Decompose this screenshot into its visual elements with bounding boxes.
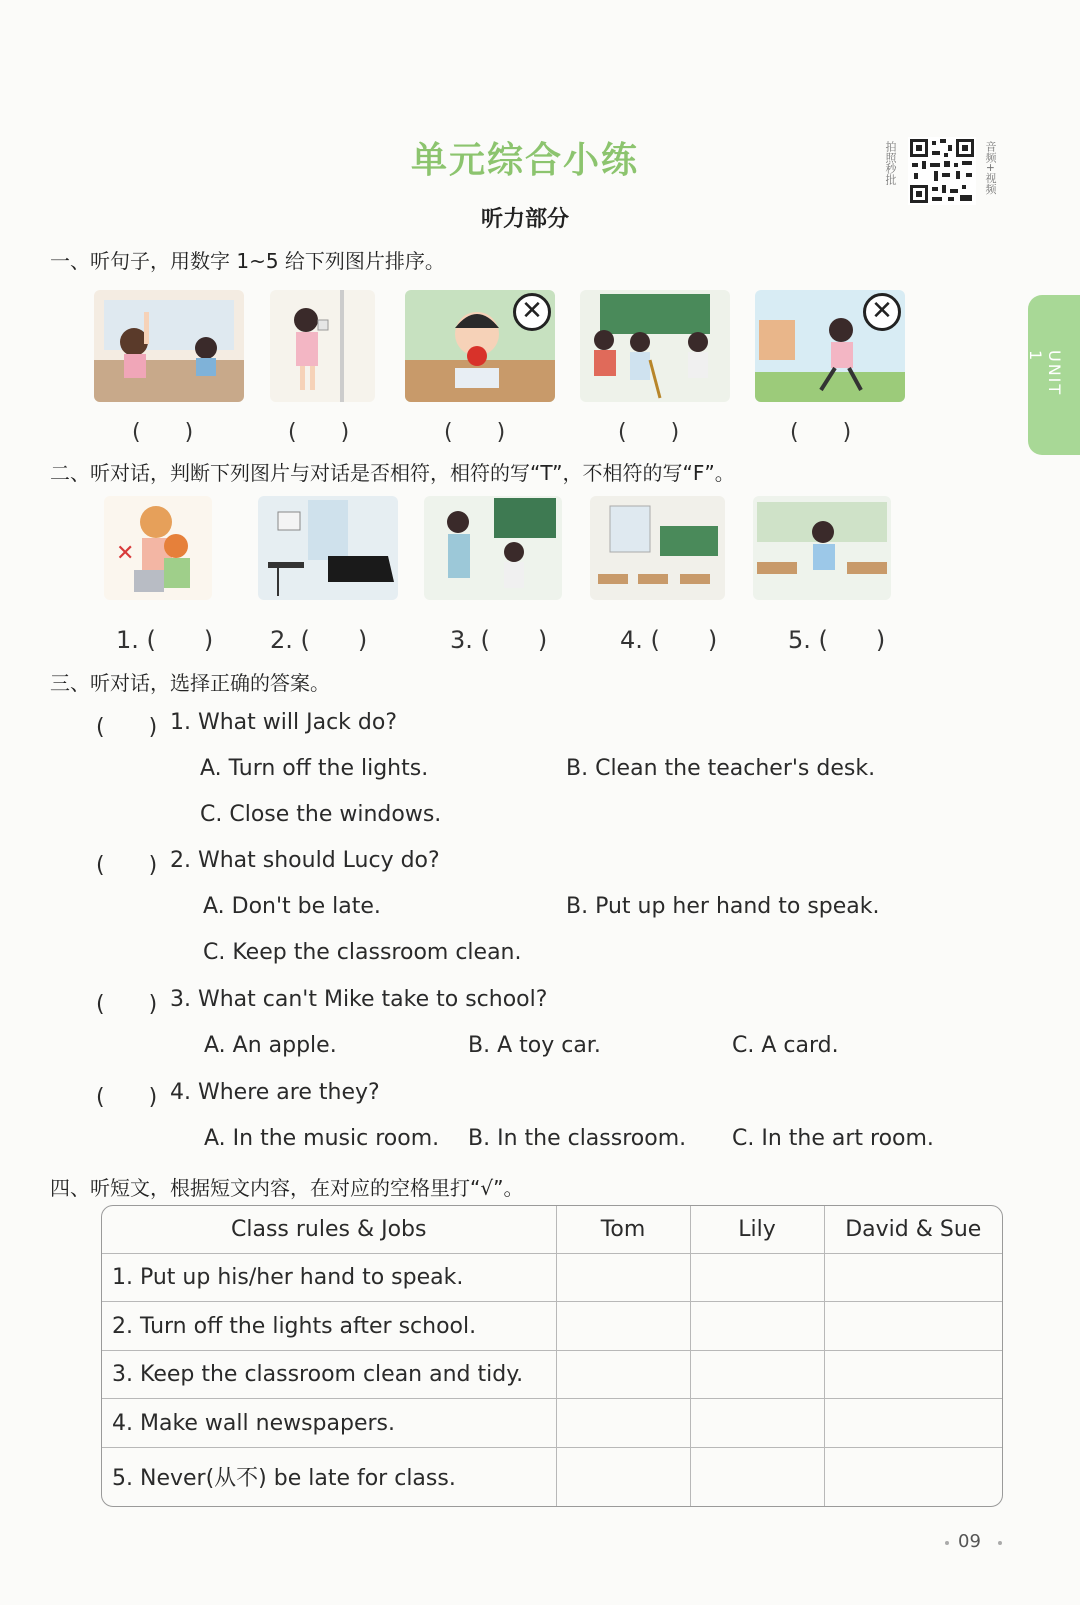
check-cell[interactable] <box>690 1399 824 1447</box>
picture-4-children-cleaning <box>580 290 730 402</box>
answer-blank-1[interactable]: ( ) <box>132 420 194 445</box>
answer-blank-3[interactable]: ( ) <box>444 420 506 445</box>
part2-heading: 二、听对话，判断下列图片与对话是否相符，相符的写“T”，不相符的写“F”。 <box>50 461 735 485</box>
section-subtitle: 听力部分 <box>480 207 569 232</box>
table-header-row <box>102 1206 1002 1254</box>
picture-empty-classroom <box>590 496 725 600</box>
check-cell[interactable] <box>824 1447 1002 1506</box>
check-cell[interactable] <box>690 1254 824 1302</box>
q4-option-a: A. In the music room. <box>204 1126 440 1151</box>
check-cell[interactable] <box>690 1350 824 1398</box>
qr-right-text: 音频+视频 <box>984 141 997 195</box>
q4-text: 4. Where are they? <box>170 1080 380 1105</box>
svg-text:✕: ✕ <box>116 541 135 566</box>
picture-3-boy-eating-apple <box>405 290 555 402</box>
qr-left-label <box>884 141 898 185</box>
q2-text: 2. What should Lucy do? <box>170 848 440 873</box>
row-label: 3. Keep the classroom clean and tidy. <box>102 1350 556 1398</box>
table-row <box>102 1399 1002 1447</box>
part4-heading: 四、听短文，根据短文内容，在对应的空格里打“√”。 <box>50 1176 524 1200</box>
check-cell[interactable] <box>556 1350 690 1398</box>
qr-code-icon[interactable] <box>908 137 976 205</box>
tf-blank-1[interactable]: 1. ( ) <box>116 626 214 654</box>
answer-blank-2[interactable]: ( ) <box>288 420 350 445</box>
picture-teacher-and-student <box>424 496 562 600</box>
answer-blank-5[interactable]: ( ) <box>790 420 852 445</box>
check-cell[interactable] <box>690 1447 824 1506</box>
table-row <box>102 1302 1002 1350</box>
tf-blank-3[interactable]: 3. ( ) <box>450 626 548 654</box>
check-cell[interactable] <box>556 1254 690 1302</box>
q1-option-b: B. Clean the teacher's desk. <box>566 756 876 781</box>
row-label: 5. Never(从不) be late for class. <box>102 1447 556 1506</box>
column-header: Lily <box>690 1206 824 1254</box>
page-number-dot <box>945 1541 949 1545</box>
q4-option-c: C. In the art room. <box>732 1126 934 1151</box>
check-cell[interactable] <box>824 1302 1002 1350</box>
q1-bracket[interactable]: ( ) <box>96 715 158 740</box>
unit-side-tab <box>1028 295 1080 455</box>
q1-option-c: C. Close the windows. <box>200 802 442 827</box>
part3-heading: 三、听对话，选择正确的答案。 <box>50 671 330 695</box>
q3-option-c: C. A card. <box>732 1033 839 1058</box>
qr-code-block[interactable] <box>884 135 1004 215</box>
check-cell[interactable] <box>556 1302 690 1350</box>
check-cell[interactable] <box>824 1350 1002 1398</box>
q3-text: 3. What can't Mike take to school? <box>170 987 548 1012</box>
tf-blank-5[interactable]: 5. ( ) <box>788 626 886 654</box>
part1-heading: 一、听句子，用数字 1~5 给下列图片排序。 <box>50 249 445 273</box>
tf-blank-2[interactable]: 2. ( ) <box>270 626 368 654</box>
picture-mother-and-child <box>104 496 212 600</box>
table-row <box>102 1254 1002 1302</box>
page-number-dot <box>998 1541 1002 1545</box>
page-number: 09 <box>958 1531 981 1552</box>
column-header: Class rules & Jobs <box>102 1206 556 1254</box>
picture-2-girl-at-door <box>270 290 375 402</box>
q2-option-c: C. Keep the classroom clean. <box>203 940 522 965</box>
page-title: 单元综合小练 <box>410 140 639 181</box>
q3-bracket[interactable]: ( ) <box>96 992 158 1017</box>
cross-mark-icon: ✕ <box>513 293 551 331</box>
row-label: 2. Turn off the lights after school. <box>102 1302 556 1350</box>
q4-option-b: B. In the classroom. <box>468 1126 687 1151</box>
q2-option-a: A. Don't be late. <box>203 894 381 919</box>
unit-tab-label: UNIT 1 <box>1026 350 1064 397</box>
column-header: David & Sue <box>824 1206 1002 1254</box>
picture-5-girl-running <box>755 290 905 402</box>
row-label: 4. Make wall newspapers. <box>102 1399 556 1447</box>
q3-option-a: A. An apple. <box>204 1033 337 1058</box>
check-cell[interactable] <box>690 1302 824 1350</box>
q1-option-a: A. Turn off the lights. <box>200 756 429 781</box>
q2-option-b: B. Put up her hand to speak. <box>566 894 880 919</box>
picture-1-girl-raising-hand <box>94 290 244 402</box>
q2-bracket[interactable]: ( ) <box>96 853 158 878</box>
table-row <box>102 1447 1002 1506</box>
qr-left-text: 拍照秒批 <box>884 141 897 185</box>
row-label: 1. Put up his/her hand to speak. <box>102 1254 556 1302</box>
picture-boy-in-classroom <box>753 496 891 600</box>
answer-blank-4[interactable]: ( ) <box>618 420 680 445</box>
table-row <box>102 1350 1002 1398</box>
rules-jobs-table <box>101 1205 1003 1507</box>
picture-music-room-piano <box>258 496 398 600</box>
q1-text: 1. What will Jack do? <box>170 710 398 735</box>
q4-bracket[interactable]: ( ) <box>96 1085 158 1110</box>
cross-mark-icon: ✕ <box>863 293 901 331</box>
qr-right-label <box>984 141 998 194</box>
check-cell[interactable] <box>824 1399 1002 1447</box>
check-cell[interactable] <box>556 1447 690 1506</box>
column-header: Tom <box>556 1206 690 1254</box>
tf-blank-4[interactable]: 4. ( ) <box>620 626 718 654</box>
check-cell[interactable] <box>556 1399 690 1447</box>
check-cell[interactable] <box>824 1254 1002 1302</box>
q3-option-b: B. A toy car. <box>468 1033 601 1058</box>
